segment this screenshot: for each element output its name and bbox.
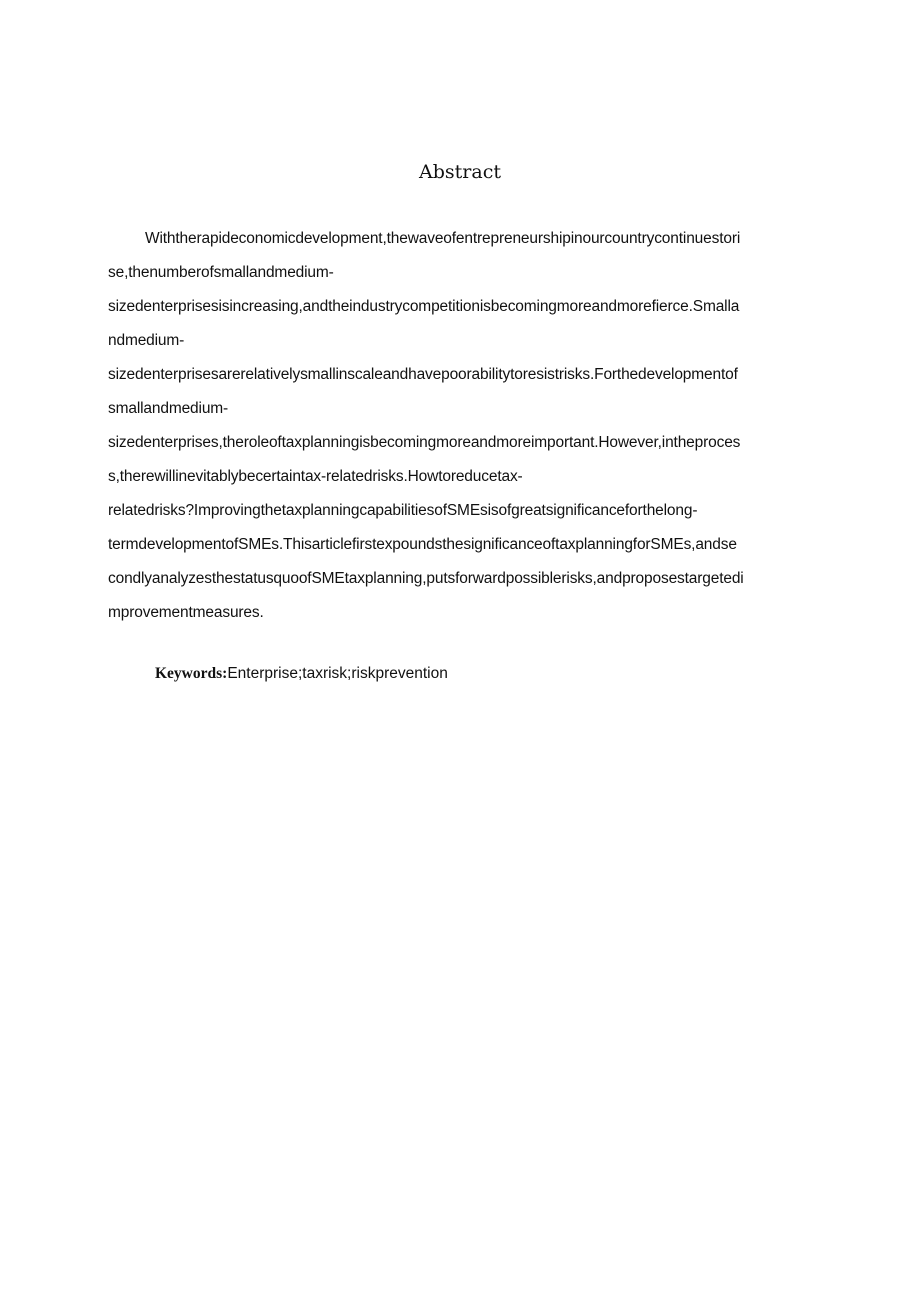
abstract-line: termdevelopmentofSMEs.ThisarticlefirstexpoundsthesignificanceoftaxplanningforSMEs,andse xyxy=(108,536,737,553)
abstract-line: sizedenterprises,theroleoftaxplanningisbecomingmoreandmoreimportant.However,intheproces xyxy=(108,434,741,451)
abstract-line: sizedenterprisesarerelativelysmallinscaleandhavepoorabilitytoresistrisks.Forthedevelopmentof xyxy=(108,366,738,383)
abstract-line: relatedrisks?ImprovingthetaxplanningcapabilitiesofSMEsisofgreatsignificanceforthelong- xyxy=(108,502,698,519)
abstract-body xyxy=(108,222,814,630)
abstract-line: mprovementmeasures. xyxy=(108,604,264,621)
abstract-line: condlyanalyzesthestatusquoofSMEtaxplanning,putsforwardpossiblerisks,andproposestargetedi xyxy=(108,570,744,587)
keywords-value: Enterprise;taxrisk;riskprevention xyxy=(227,665,448,682)
keywords xyxy=(155,657,448,691)
abstract-line: Withtherapideconomicdevelopment,thewaveofentrepreneurshipinourcountrycontinuestori xyxy=(145,230,741,247)
abstract-line: smallandmedium- xyxy=(108,400,229,417)
page-title: Abstract xyxy=(419,161,501,183)
abstract-line: sizedenterprisesisincreasing,andtheindustrycompetitionisbecomingmoreandmorefierce.Smalla xyxy=(108,298,740,315)
abstract-line: se,thenumberofsmallandmedium- xyxy=(108,264,334,281)
abstract-line: ndmedium- xyxy=(108,332,185,349)
keywords-label: Keywords: xyxy=(155,665,228,682)
abstract-line: s,therewillinevitablybecertaintax-relatedrisks.Howtoreducetax- xyxy=(108,468,523,485)
